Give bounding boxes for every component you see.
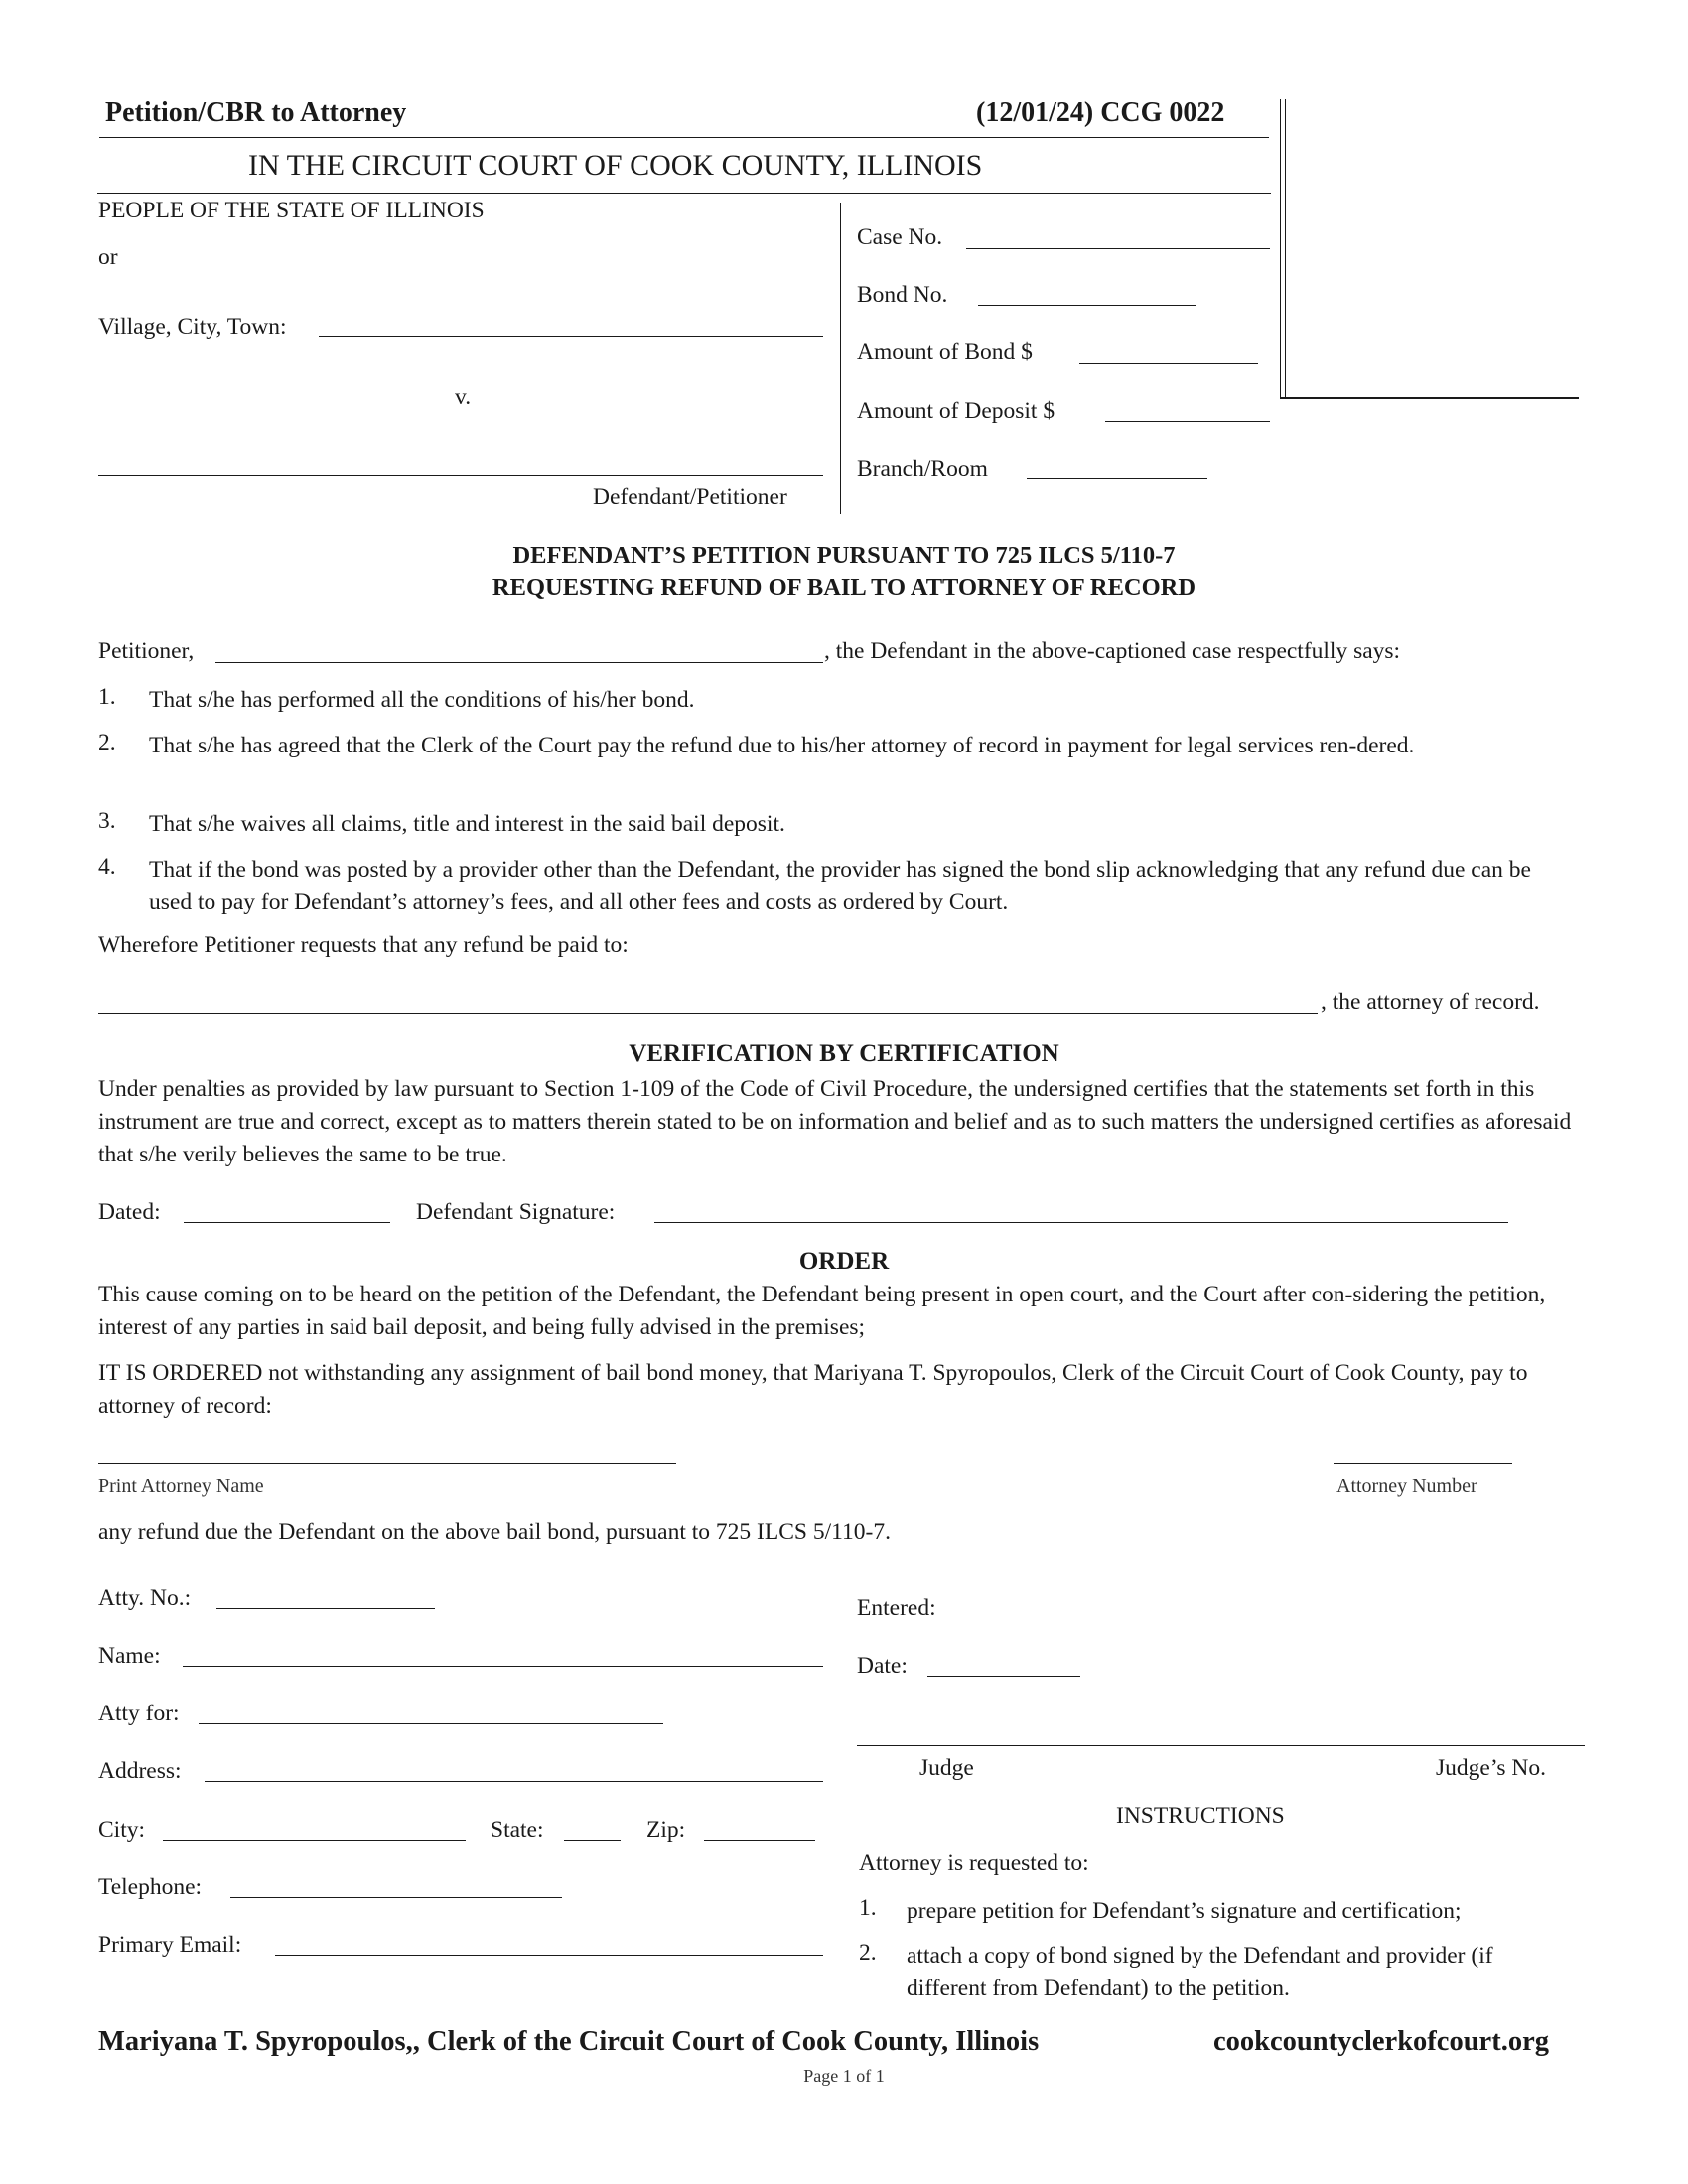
verification-text: Under penalties as provided by law pursuant to Section 1-109 of the Code of Civil Procedure, the undersigned certifies that the statements set forth in this instrument are true and correct, except as to matters therein stated to be on information and belief and as to such matters the undersigned certifies as aforesaid that s/he verily believes the same to be true.	[98, 1076, 1572, 1167]
address-label: Address:	[98, 1758, 182, 1784]
primary-email-label: Primary Email:	[98, 1932, 242, 1958]
petition-title-line2: REQUESTING REFUND OF BAIL TO ATTORNEY OF RECORD	[492, 574, 1196, 601]
refund-payee-field[interactable]	[98, 1013, 1318, 1014]
defendant-petitioner-label: Defendant/Petitioner	[593, 484, 787, 510]
form-code: (12/01/24) CCG 0022	[976, 97, 1225, 128]
petition-item-text: That s/he has performed all the conditions of his/her bond.	[149, 687, 695, 713]
amount-deposit-label: Amount of Deposit $	[857, 398, 1055, 424]
defendant-signature-label: Defendant Signature:	[416, 1199, 616, 1225]
versus-label: v.	[455, 384, 472, 410]
page-number: Page 1 of 1	[803, 2066, 885, 2086]
petition-title-line1: DEFENDANT’S PETITION PURSUANT TO 725 ILCS 5/110-7	[512, 542, 1176, 569]
entered-label: Entered:	[857, 1595, 936, 1621]
amount-bond-label: Amount of Bond $	[857, 340, 1033, 365]
petition-item-text: That if the bond was posted by a provider other than the Defendant, the provider has signed the bond slip acknowledging that any refund due can be used to pay for Defendant’s attorney’s fees, and all other fees and costs as ordered by Court.	[149, 857, 1531, 915]
city-field[interactable]	[163, 1840, 466, 1841]
order-directive-text: IT IS ORDERED not withstanding any assignment of bail bond money, that Mariyana T. Spyropoulos, Clerk of the Circuit Court of Cook County, pay to attorney of record:	[98, 1360, 1528, 1419]
stamp-box-bottom-edge	[1281, 397, 1579, 399]
print-attorney-name-label: Print Attorney Name	[98, 1475, 264, 1497]
petitioner-name-field[interactable]	[215, 662, 823, 663]
zip-label: Zip:	[646, 1817, 686, 1843]
or-label: or	[98, 244, 118, 270]
zip-field[interactable]	[704, 1840, 815, 1841]
footer-website[interactable]: cookcountyclerkofcourt.org	[1213, 2026, 1549, 2057]
instructions-intro: Attorney is requested to:	[859, 1850, 1089, 1876]
instruction-number: 1.	[859, 1895, 877, 1921]
petitioner-suffix: , the Defendant in the above-captioned case respectfully says:	[824, 638, 1401, 664]
instruction-number: 2.	[859, 1940, 877, 1966]
court-title-rule	[97, 193, 1271, 194]
amount-bond-field[interactable]	[1079, 363, 1258, 364]
village-field[interactable]	[319, 336, 823, 337]
name-label: Name:	[98, 1643, 161, 1669]
branch-room-label: Branch/Room	[857, 456, 988, 481]
atty-no-field[interactable]	[216, 1608, 435, 1609]
state-label: State:	[491, 1817, 544, 1843]
bond-no-label: Bond No.	[857, 282, 948, 308]
print-attorney-name-field[interactable]	[98, 1463, 676, 1464]
defendant-signature-field[interactable]	[654, 1222, 1508, 1223]
instruction-item-text: prepare petition for Defendant’s signature and certification;	[907, 1898, 1462, 1924]
attorney-number-label: Attorney Number	[1336, 1475, 1477, 1497]
item-number: 4.	[98, 854, 116, 880]
wherefore-text: Wherefore Petitioner requests that any refund be paid to:	[98, 932, 629, 958]
form-name: Petition/CBR to Attorney	[105, 97, 407, 128]
amount-deposit-field[interactable]	[1105, 421, 1270, 422]
instruction-item-text: attach a copy of bond signed by the Defendant and provider (if different from Defendant) to the petition.	[907, 1943, 1493, 2001]
branch-room-field[interactable]	[1027, 478, 1207, 479]
petitioner-label: Petitioner,	[98, 638, 195, 664]
state-field[interactable]	[564, 1840, 621, 1841]
order-text: This cause coming on to be heard on the petition of the Defendant, the Defendant being present in open court, and the Court after con-sidering the petition, interest of any parties in said bail deposit, and being fully advised in the premises;	[98, 1282, 1546, 1340]
stamp-box-left-edge-inner	[1285, 99, 1286, 399]
caption-divider	[840, 203, 841, 514]
attorney-number-field[interactable]	[1334, 1463, 1512, 1464]
judge-signature-field[interactable]	[857, 1745, 1585, 1746]
stamp-box-left-edge	[1280, 99, 1281, 399]
instructions-title: INSTRUCTIONS	[1116, 1803, 1285, 1829]
address-field[interactable]	[205, 1781, 823, 1782]
atty-for-field[interactable]	[199, 1723, 663, 1724]
date-label: Date:	[857, 1653, 908, 1679]
item-number: 3.	[98, 808, 116, 834]
order-date-field[interactable]	[927, 1676, 1080, 1677]
petition-item-text: That s/he has agreed that the Clerk of the Court pay the refund due to his/her attorney of record in payment for legal services ren-dered.	[149, 733, 1415, 758]
primary-email-field[interactable]	[275, 1955, 823, 1956]
village-label: Village, City, Town:	[98, 314, 287, 340]
attorney-of-record-suffix: , the attorney of record.	[1321, 989, 1540, 1015]
telephone-field[interactable]	[230, 1897, 562, 1898]
case-no-field[interactable]	[966, 248, 1270, 249]
atty-for-label: Atty for:	[98, 1701, 180, 1726]
dated-field[interactable]	[184, 1222, 390, 1223]
case-no-label: Case No.	[857, 224, 943, 250]
refund-text: any refund due the Defendant on the above bail bond, pursuant to 725 ILCS 5/110-7.	[98, 1519, 891, 1545]
atty-no-label: Atty. No.:	[98, 1585, 192, 1611]
people-label: PEOPLE OF THE STATE OF ILLINOIS	[98, 198, 485, 223]
petition-item-text: That s/he waives all claims, title and interest in the said bail deposit.	[149, 811, 785, 837]
order-title: ORDER	[798, 1248, 890, 1275]
item-number: 2.	[98, 730, 116, 755]
dated-label: Dated:	[98, 1199, 161, 1225]
item-number: 1.	[98, 684, 116, 710]
judge-label: Judge	[919, 1755, 974, 1781]
footer-clerk: Mariyana T. Spyropoulos,, Clerk of the Circuit Court of Cook County, Illinois	[98, 2026, 1040, 2057]
bond-no-field[interactable]	[978, 305, 1196, 306]
judge-no-label: Judge’s No.	[1436, 1755, 1546, 1781]
header-rule	[99, 137, 1269, 138]
telephone-label: Telephone:	[98, 1874, 203, 1900]
name-field[interactable]	[183, 1666, 823, 1667]
verification-title: VERIFICATION BY CERTIFICATION	[629, 1040, 1059, 1067]
defendant-name-field[interactable]	[98, 475, 823, 476]
court-title: IN THE CIRCUIT COURT OF COOK COUNTY, ILLINOIS	[248, 149, 983, 182]
city-label: City:	[98, 1817, 146, 1843]
